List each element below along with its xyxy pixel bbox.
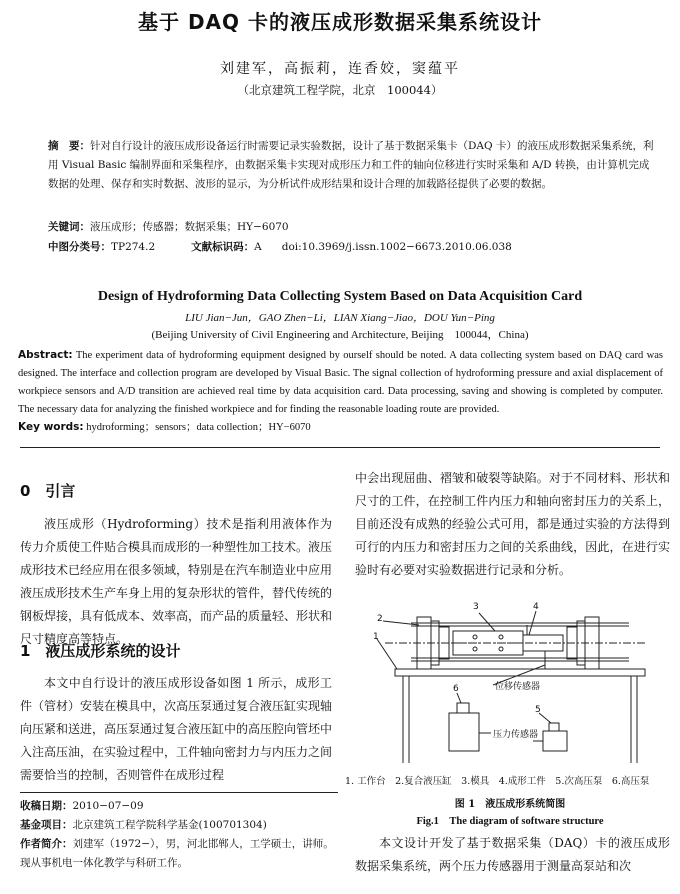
footnote-rule: [20, 792, 338, 793]
figure-number-3: 3: [473, 602, 479, 612]
doi: doi:10.3969/j.issn.1002−6673.2010.06.038: [281, 241, 512, 253]
section-0-paragraph: 液压成形（Hydroforming）技术是指利用液体作为传力介质使工件贴合模具而成形的一种塑性加工技术。液压成形技术已经应用在很多领域，特别是在汽车制造业中应用液压成形技术生产车身上用的复杂形状的管件，替代传统的钢板焊接，具有低成本、效率高，而产品的质量轻、形状和尺寸精度高等特点。: [20, 517, 333, 646]
hydroforming-system-diagram: [345, 595, 675, 770]
section-1-body: [20, 672, 332, 787]
divider-rule: [20, 447, 660, 448]
pressure-sensor-label: 压力传感器: [493, 730, 539, 740]
section-1-paragraph: 本文中自行设计的液压成形设备如图 1 所示，成形工件（管材）安装在模具中，次高压泵通过复合液压缸实现轴向压紧和送进，高压泵通过复合液压缸中的高压腔向管坯中入注高压油，在实验过程中，工件轴向密封力与内压力之间需要恰当的控制，否则管件在成形过程: [20, 676, 333, 782]
right-column-paragraph: 中会出现屈曲、褶皱和破裂等缺陷。对于不同材料、形状和尺寸的工件，在控制工件内压力和轴向密封压力的关系上，目前还没有成熟的经验公式可用，都是通过实验的方法得到可行的内压力和密封压力之间的关系曲线，因此，在进行实验时有必要对实验数据进行记录和分析。: [355, 471, 670, 577]
right-column-text: [355, 467, 670, 582]
author-bio-label: 作者简介：: [20, 838, 73, 850]
english-authors: LIU Jian−Jun，GAO Zhen−Li，LIAN Xiang−Jiao，DOU Yun−Ping: [185, 312, 495, 324]
displacement-sensor-label: 位移传感器: [495, 682, 541, 692]
abstract-en-label: Abstract:: [18, 349, 73, 361]
class-value: TP274.2: [111, 241, 156, 253]
keywords-en: [18, 418, 663, 437]
doc-code-value: A: [254, 241, 262, 253]
fund-label: 基金项目：: [20, 819, 73, 831]
right-bottom-text: [355, 832, 670, 878]
abstract-cn-label: 摘 要：: [48, 140, 90, 152]
figure-number-2: 2: [377, 614, 383, 624]
affiliation: （北京建筑工程学院，北京 100044）: [237, 83, 443, 97]
doc-code-label: 文献标识码：: [191, 241, 255, 253]
section-0-heading: 0 引言: [20, 482, 76, 500]
keywords-en-label: Key words:: [18, 421, 84, 433]
received-label: 收稿日期：: [20, 800, 73, 812]
figure-number-1: 1: [373, 632, 379, 642]
keywords-en-text: hydroforming；sensors；data collection；HY−6070: [86, 422, 311, 433]
footnote: [20, 797, 338, 873]
received-date: 2010−07−09: [72, 800, 144, 812]
abstract-cn-text: 针对自行设计的液压成形设备运行时需要记录实验数据，设计了基于数据采集卡（DAQ 卡）的液压成形数据采集系统，利用 Visual Basic 编制界面和采集程序，由数据采集卡实现对成形压力和工件的轴向位移进行实时采集和 A/D 转换，由计算机完成数据的处理、保存和实时数据、波形的显示，为分析试件成形结果和设计合理的加载路径提供了必要的数据。: [48, 140, 654, 190]
author-list: 刘建军，高振莉，连香姣，窦蕴平: [220, 61, 460, 77]
figure-legend: 1. 工作台 2.复合液压缸 3.模具 4.成形工件 5.次高压泵 6.高压泵: [345, 776, 650, 787]
right-bottom-paragraph: 本文设计开发了基于数据采集（DAQ）卡的液压成形数据采集系统，两个压力传感器用于测量高泵站和次: [355, 836, 670, 873]
figure-caption-en: Fig.1 The diagram of software structure: [416, 816, 604, 827]
class-label: 中图分类号：: [48, 241, 111, 253]
keywords-cn-text: 液压成形；传感器；数据采集；HY−6070: [90, 221, 289, 233]
abstract-en-text: The experiment data of hydroforming equipment designed by ourself should be noted. A data collecting system based on DAQ card was designed. The interface and collection program are developed by Visual Basic. The signal collection of hydroforming pressure and axial displacement of workpiece sensors and A/D transition are achieved real time by data acquisition card. Data processing, saving and showing is completed by computer. The necessary data for analyzing the finished workpiece and for finding the reasonable loading route are provided.: [18, 350, 663, 415]
classification-line: [48, 238, 658, 257]
keywords-cn: [48, 218, 658, 237]
section-1-heading: 1 液压成形系统的设计: [20, 642, 181, 660]
english-title: Design of Hydroforming Data Collecting System Based on Data Acquisition Card: [97, 289, 583, 304]
english-affiliation: (Beijing University of Civil Engineering and Architecture, Beijing 100044，China): [151, 329, 529, 341]
abstract-en: [18, 346, 663, 419]
figure-number-4: 4: [533, 602, 539, 612]
keywords-cn-label: 关键词：: [48, 221, 90, 233]
figure-number-6: 6: [453, 684, 459, 694]
paper-title: 基于 DAQ 卡的液压成形数据采集系统设计: [137, 10, 542, 34]
abstract-cn: [48, 137, 658, 194]
fund-text: 北京建筑工程学院科学基金(100701304): [72, 819, 267, 831]
figure-number-5: 5: [535, 705, 541, 715]
figure-caption-cn: 图 1 液压成形系统简图: [454, 799, 566, 810]
author-bio-text: 刘建军（1972−），男，河北邯郸人，工学硕士，讲师。现从事机电一体化教学与科研工作。: [20, 838, 334, 869]
section-0-body: [20, 513, 332, 651]
